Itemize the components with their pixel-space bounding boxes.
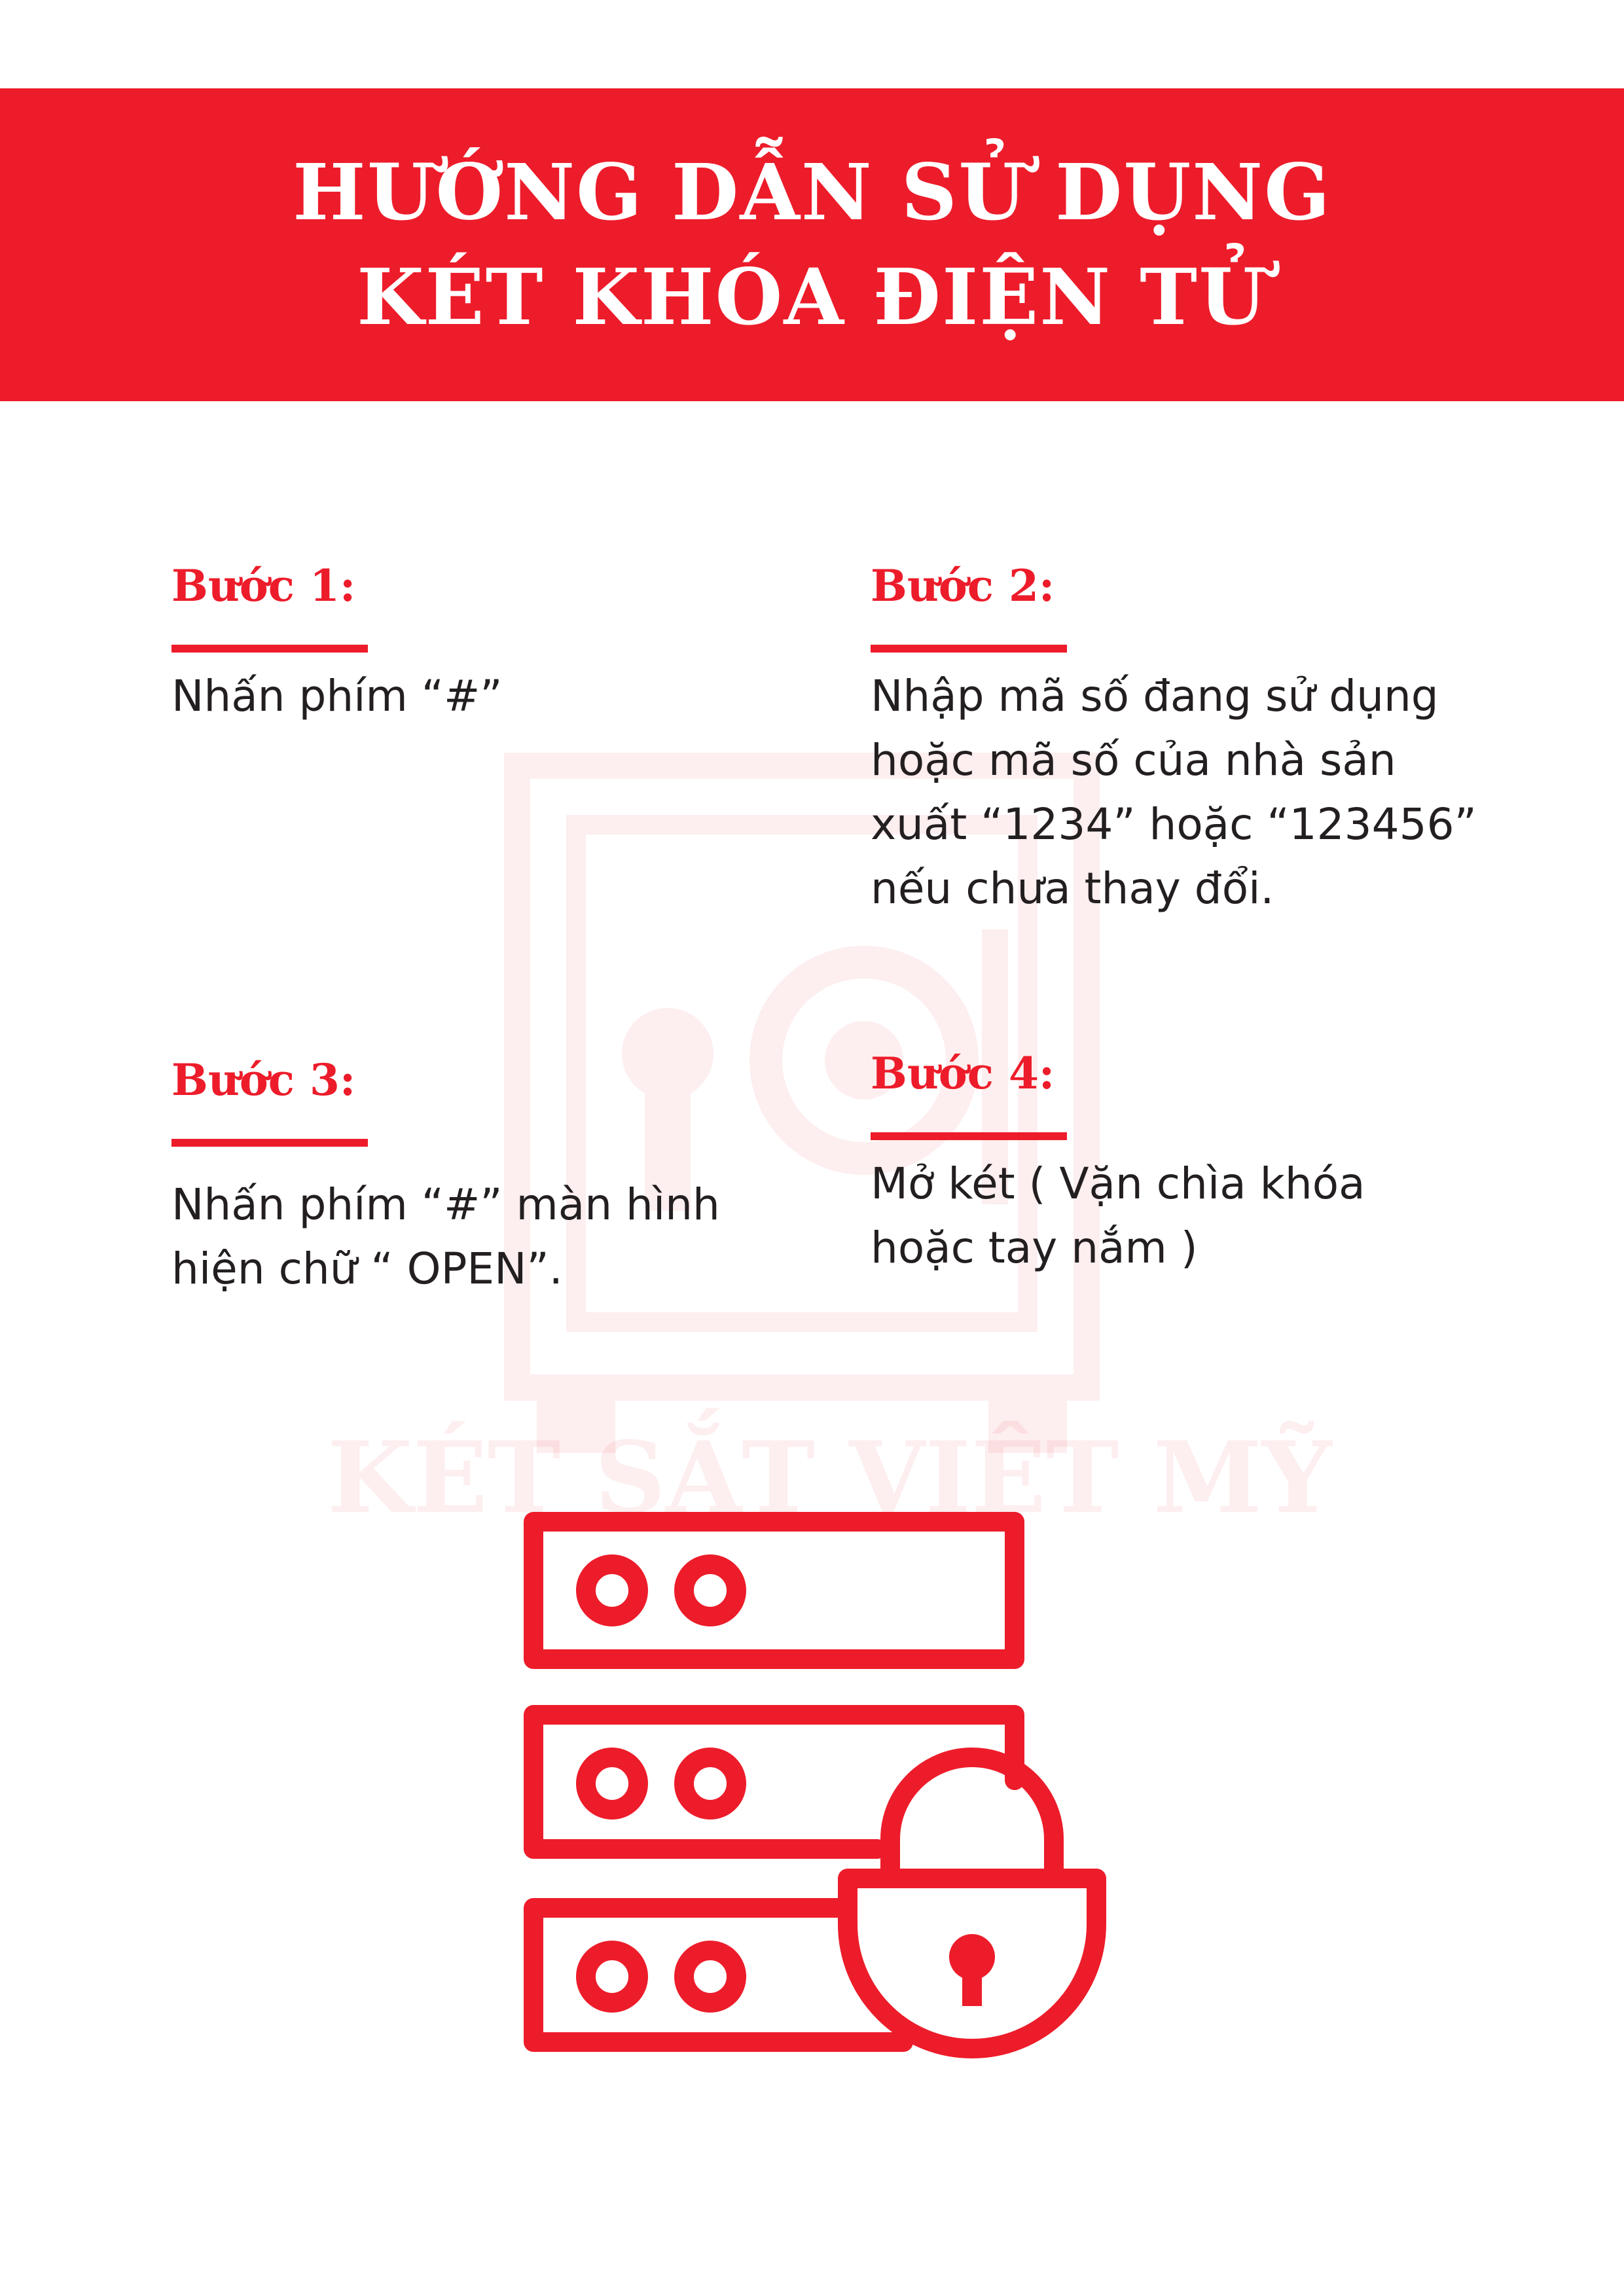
- step-4-title: Bước 4:: [871, 1048, 1055, 1099]
- step-3: [171, 1054, 761, 1301]
- step-2-title: Bước 2:: [871, 560, 1055, 611]
- step-2: [871, 560, 1499, 921]
- step-2-divider: [871, 645, 1067, 653]
- step-1: [171, 560, 800, 728]
- page-title-line-2: KÉT KHÓA ĐIỆN TỬ: [357, 251, 1267, 342]
- step-3-title: Bước 3:: [171, 1054, 356, 1105]
- step-1-text: Nhấn phím “#”: [171, 671, 503, 721]
- step-4-text: Mở két ( Vặn chìa khóa hoặc tay nắm ): [871, 1158, 1365, 1273]
- watermark-brand-text: KÉT SẮT VIỆT MỸ: [327, 1420, 1332, 1535]
- title-banner: [0, 88, 1624, 401]
- step-4-divider: [871, 1132, 1067, 1140]
- server-lock-icon: [511, 1499, 1126, 2075]
- step-2-text: Nhập mã số đang sử dụng hoặc mã số của nhà sản xuất “1234” hoặc “123456” nếu chưa thay đổi.: [871, 671, 1477, 914]
- step-4: [871, 1047, 1460, 1280]
- step-1-title: Bước 1:: [171, 560, 356, 611]
- step-1-divider: [171, 645, 368, 653]
- step-3-divider: [171, 1139, 368, 1147]
- step-3-text: Nhấn phím “#” màn hình hiện chữ “ OPEN”.: [171, 1179, 720, 1294]
- page-title-line-1: HƯỚNG DẪN SỬ DỤNG: [293, 147, 1331, 238]
